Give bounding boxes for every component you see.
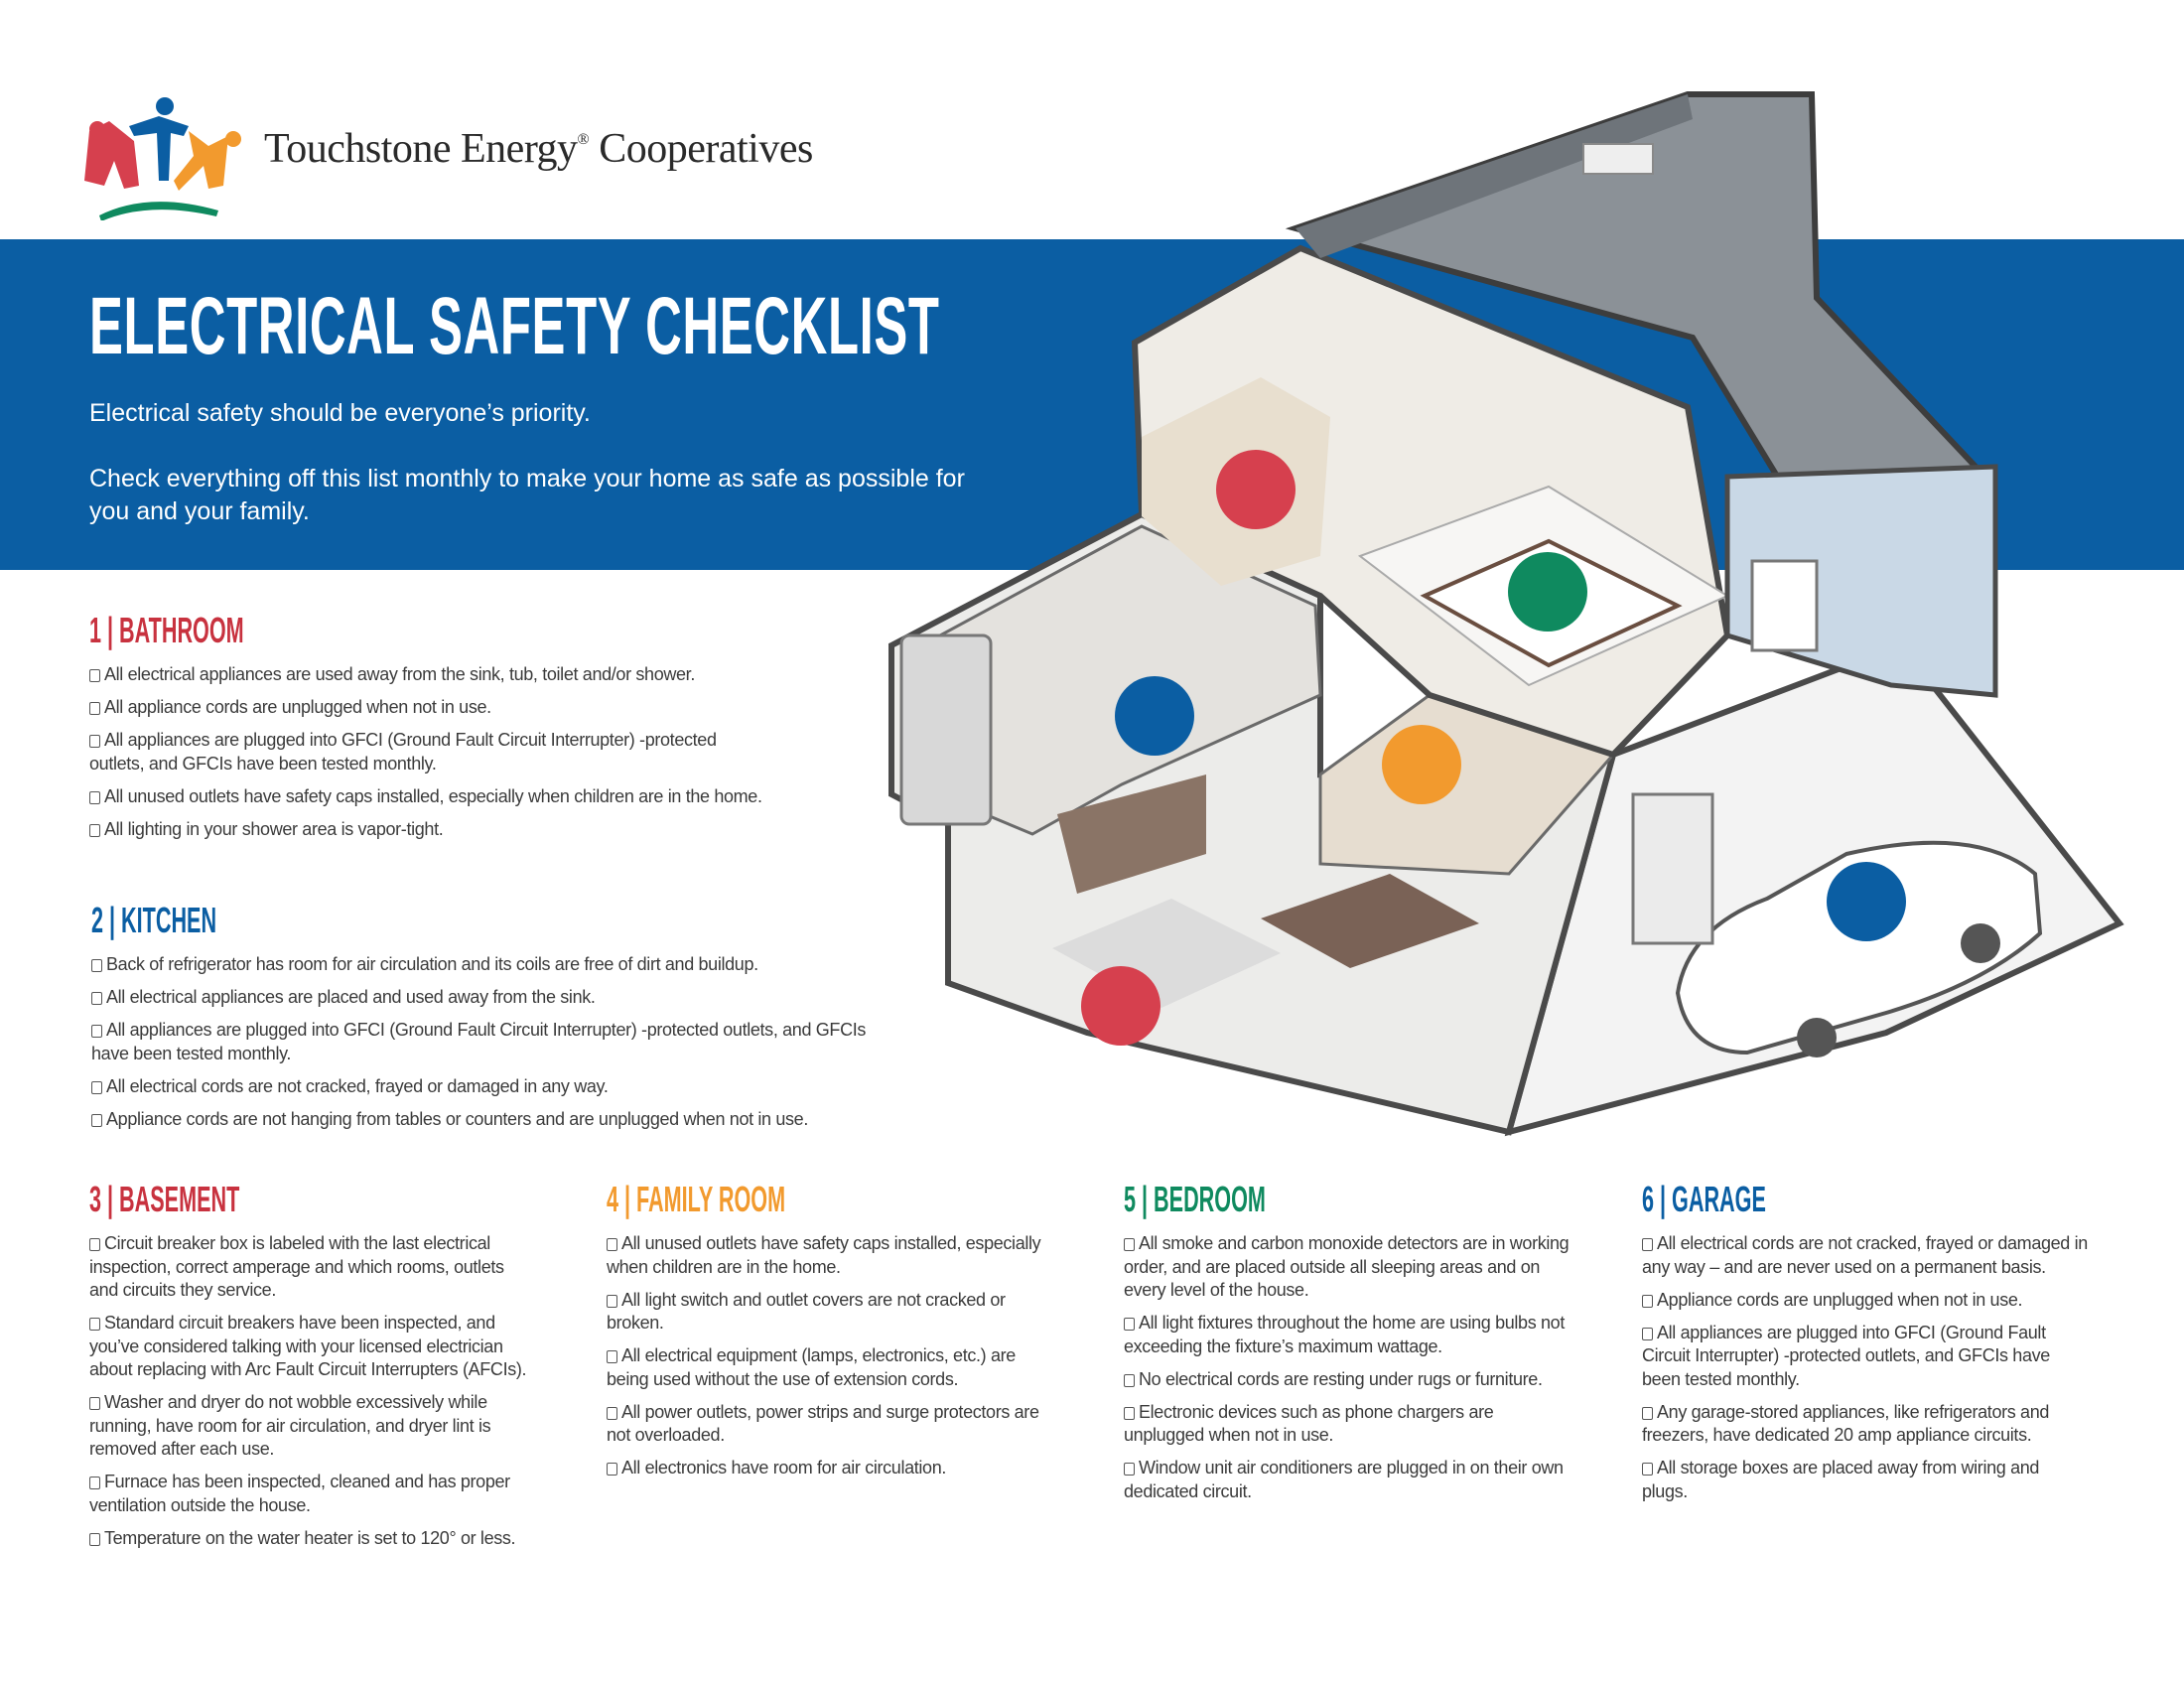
checklist-item[interactable] xyxy=(1642,1232,2089,1279)
checkbox[interactable] xyxy=(1124,1318,1135,1331)
checklist-item-label: All appliances are plugged into GFCI (Ground Fault Circuit Interrupter) -protected outlets, and GFCIs have been tested monthly. xyxy=(91,1020,867,1063)
checklist-item[interactable] xyxy=(89,1312,536,1382)
checkbox[interactable] xyxy=(1642,1238,1653,1251)
basement-marker xyxy=(1081,966,1160,1046)
checkbox[interactable] xyxy=(91,992,102,1005)
checklist-item[interactable] xyxy=(1642,1457,2089,1503)
checklist-item-label: All appliances are plugged into GFCI (Ground Fault Circuit Interrupter) -protected outlets, and GFCIs have been tested monthly. xyxy=(1642,1322,2050,1389)
checkbox[interactable] xyxy=(91,1025,102,1038)
section-family-room xyxy=(607,1179,1053,1489)
checkbox[interactable] xyxy=(607,1407,617,1420)
checklist-item[interactable] xyxy=(1124,1401,1570,1448)
kitchen-marker xyxy=(1115,676,1194,756)
subtitle-priority: Electrical safety should be everyone’s priority. xyxy=(89,399,591,427)
checklist-item-label: All appliances are plugged into GFCI (Ground Fault Circuit Interrupter) -protected outlets, and GFCIs have been tested monthly. xyxy=(89,730,717,774)
refrigerator xyxy=(901,635,991,824)
checklist-item[interactable] xyxy=(607,1457,1053,1480)
checklist-item[interactable] xyxy=(89,1527,536,1551)
section-garage xyxy=(1642,1179,2089,1513)
checkbox[interactable] xyxy=(89,1397,100,1410)
family-room-marker xyxy=(1382,725,1461,804)
checklist-item[interactable] xyxy=(89,1391,536,1462)
checkbox[interactable] xyxy=(607,1463,617,1476)
page-title: ELECTRICAL SAFETY CHECKLIST xyxy=(89,281,940,371)
checkbox[interactable] xyxy=(89,1238,100,1251)
checklist-item-label: All light switch and outlet covers are not cracked or broken. xyxy=(607,1289,1006,1333)
checkbox[interactable] xyxy=(89,735,100,748)
section-heading: 5 | BEDROOM xyxy=(1124,1179,1266,1219)
checklist-item-label: Standard circuit breakers have been inspected, and you’ve considered talking with your licensed electrician about replacing with Arc Fault Circuit Interrupters (AFCIs). xyxy=(89,1313,527,1379)
car-wheel xyxy=(1961,923,2000,963)
checklist-item-label: Circuit breaker box is labeled with the last electrical inspection, correct amperage and which rooms, outlets and circuits they service. xyxy=(89,1233,504,1300)
checklist-item[interactable] xyxy=(91,1019,895,1065)
checklist-item[interactable] xyxy=(1124,1457,1570,1503)
checklist-item-label: All electrical cords are not cracked, frayed or damaged in any way. xyxy=(106,1075,609,1096)
checklist-item-label: All appliance cords are unplugged when not in use. xyxy=(104,697,491,717)
checklist-item[interactable] xyxy=(607,1401,1053,1448)
section-kitchen xyxy=(91,900,935,1141)
brand-name xyxy=(264,125,813,173)
checklist-item[interactable] xyxy=(1124,1312,1570,1358)
checklist-item[interactable] xyxy=(89,785,824,809)
checklist-item[interactable] xyxy=(1642,1322,2089,1392)
subtitle-instructions: Check everything off this list monthly to make your home as safe as possible for you and your family. xyxy=(89,465,965,525)
section-bedroom xyxy=(1124,1179,1570,1513)
checklist-item-label: All electrical appliances are placed and used away from the sink. xyxy=(106,987,596,1007)
checklist-item-label: All electrical cords are not cracked, frayed or damaged in any way – and are never used on a permanent basis. xyxy=(1642,1233,2088,1277)
checklist-item[interactable] xyxy=(1642,1289,2089,1313)
checklist-item-label: Furnace has been inspected, cleaned and has proper ventilation outside the house. xyxy=(89,1472,510,1515)
section-heading: 6 | GARAGE xyxy=(1642,1179,1766,1219)
checklist-item[interactable] xyxy=(91,953,935,977)
section-heading: 3 | BASEMENT xyxy=(89,1179,240,1219)
registered-mark: ® xyxy=(577,131,590,148)
checklist-item-label: Electronic devices such as phone chargers are unplugged when not in use. xyxy=(1124,1401,1494,1445)
checkbox[interactable] xyxy=(1124,1407,1135,1420)
checkbox[interactable] xyxy=(1642,1407,1653,1420)
checkbox[interactable] xyxy=(89,1533,100,1546)
checkbox[interactable] xyxy=(607,1295,617,1308)
checkbox[interactable] xyxy=(607,1350,617,1363)
checklist-item-label: Appliance cords are not hanging from tables or counters and are unplugged when not in use. xyxy=(106,1108,808,1129)
checklist-item[interactable] xyxy=(89,818,824,842)
checklist-item[interactable] xyxy=(1124,1232,1570,1303)
checklist-item-label: No electrical cords are resting under rugs or furniture. xyxy=(1139,1368,1543,1389)
checkbox[interactable] xyxy=(91,959,102,972)
checkbox[interactable] xyxy=(1642,1328,1653,1340)
checklist-item[interactable] xyxy=(1124,1368,1570,1392)
checkbox[interactable] xyxy=(91,1114,102,1127)
checklist-item-label: Washer and dryer do not wobble excessively while running, have room for air circulation, and dryer lint is removed after each use. xyxy=(89,1392,491,1459)
checkbox[interactable] xyxy=(1124,1463,1135,1476)
checklist-item-label: All unused outlets have safety caps installed, especially when children are in the home. xyxy=(104,785,762,806)
checklist-item-label: Appliance cords are unplugged when not in use. xyxy=(1657,1289,2023,1310)
bathroom-marker xyxy=(1216,450,1296,529)
checklist-item-label: All lighting in your shower area is vapor-tight. xyxy=(104,818,444,839)
car-wheel xyxy=(1797,1018,1837,1057)
checkbox[interactable] xyxy=(91,1081,102,1094)
section-bathroom xyxy=(89,610,824,851)
checklist-item-label: All unused outlets have safety caps installed, especially when children are in the home. xyxy=(607,1233,1041,1277)
checklist-item[interactable] xyxy=(89,1232,536,1303)
section-heading: 4 | FAMILY ROOM xyxy=(607,1179,786,1219)
garage-marker xyxy=(1827,862,1906,941)
checklist-item[interactable] xyxy=(607,1232,1053,1279)
bedroom-marker xyxy=(1508,552,1587,632)
checklist-item[interactable] xyxy=(89,696,824,720)
section-basement xyxy=(89,1179,536,1560)
checkbox[interactable] xyxy=(89,824,100,837)
checkbox[interactable] xyxy=(1642,1463,1653,1476)
checklist-item-label: Any garage-stored appliances, like refrigerators and freezers, have dedicated 20 amp appliance circuits. xyxy=(1642,1401,2050,1445)
garage-refrigerator xyxy=(1633,794,1712,943)
checklist-item-label: All electrical equipment (lamps, electronics, etc.) are being used without the use of extension cords. xyxy=(607,1345,1016,1389)
checklist-item[interactable] xyxy=(89,729,735,775)
checkbox[interactable] xyxy=(1124,1374,1135,1387)
checklist-item[interactable] xyxy=(89,663,824,687)
checklist-item[interactable] xyxy=(91,1108,935,1132)
checkbox[interactable] xyxy=(89,1477,100,1489)
checklist-item-label: Temperature on the water heater is set to 120° or less. xyxy=(104,1527,516,1548)
checkbox[interactable] xyxy=(607,1238,617,1251)
section-heading: 1 | BATHROOM xyxy=(89,610,244,650)
checklist-item-label: Back of refrigerator has room for air circulation and its coils are free of dirt and buildup. xyxy=(106,954,758,974)
checklist-item[interactable] xyxy=(1642,1401,2089,1448)
checklist-item-label: All smoke and carbon monoxide detectors are in working order, and are placed outside all sleeping areas and on every level of the house. xyxy=(1124,1233,1570,1300)
checklist-item[interactable] xyxy=(607,1289,1053,1336)
checklist-item[interactable] xyxy=(91,986,935,1010)
checklist-item-label: All electronics have room for air circulation. xyxy=(621,1458,947,1477)
people-logo-icon xyxy=(79,91,258,220)
checkbox[interactable] xyxy=(89,1318,100,1331)
roof-vent xyxy=(1583,144,1653,174)
brand-name-main: Touchstone Energy xyxy=(264,126,578,172)
checkbox[interactable] xyxy=(1642,1295,1653,1308)
house-cutaway-illustration xyxy=(874,79,2144,1152)
checklist-item-label: All light fixtures throughout the home are using bulbs not exceeding the fixture’s maximum wattage. xyxy=(1124,1313,1565,1356)
checkbox[interactable] xyxy=(89,702,100,715)
checklist-item-label: All power outlets, power strips and surge protectors are not overloaded. xyxy=(607,1401,1039,1445)
checklist-item[interactable] xyxy=(91,1075,935,1099)
checklist-item-label: All storage boxes are placed away from wiring and plugs. xyxy=(1642,1458,2040,1501)
checklist-item[interactable] xyxy=(607,1344,1053,1391)
checklist-item[interactable] xyxy=(89,1471,536,1517)
checkbox[interactable] xyxy=(89,791,100,804)
brand-name-suffix: Cooperatives xyxy=(599,126,813,172)
checklist-item-label: All electrical appliances are used away from the sink, tub, toilet and/or shower. xyxy=(104,664,695,684)
touchstone-energy-logo xyxy=(79,91,874,220)
section-heading: 2 | KITCHEN xyxy=(91,900,217,940)
window-ac-unit xyxy=(1752,561,1817,650)
checklist-item-label: Window unit air conditioners are plugged in on their own dedicated circuit. xyxy=(1124,1458,1564,1501)
checkbox[interactable] xyxy=(1124,1238,1135,1251)
checkbox[interactable] xyxy=(89,669,100,682)
